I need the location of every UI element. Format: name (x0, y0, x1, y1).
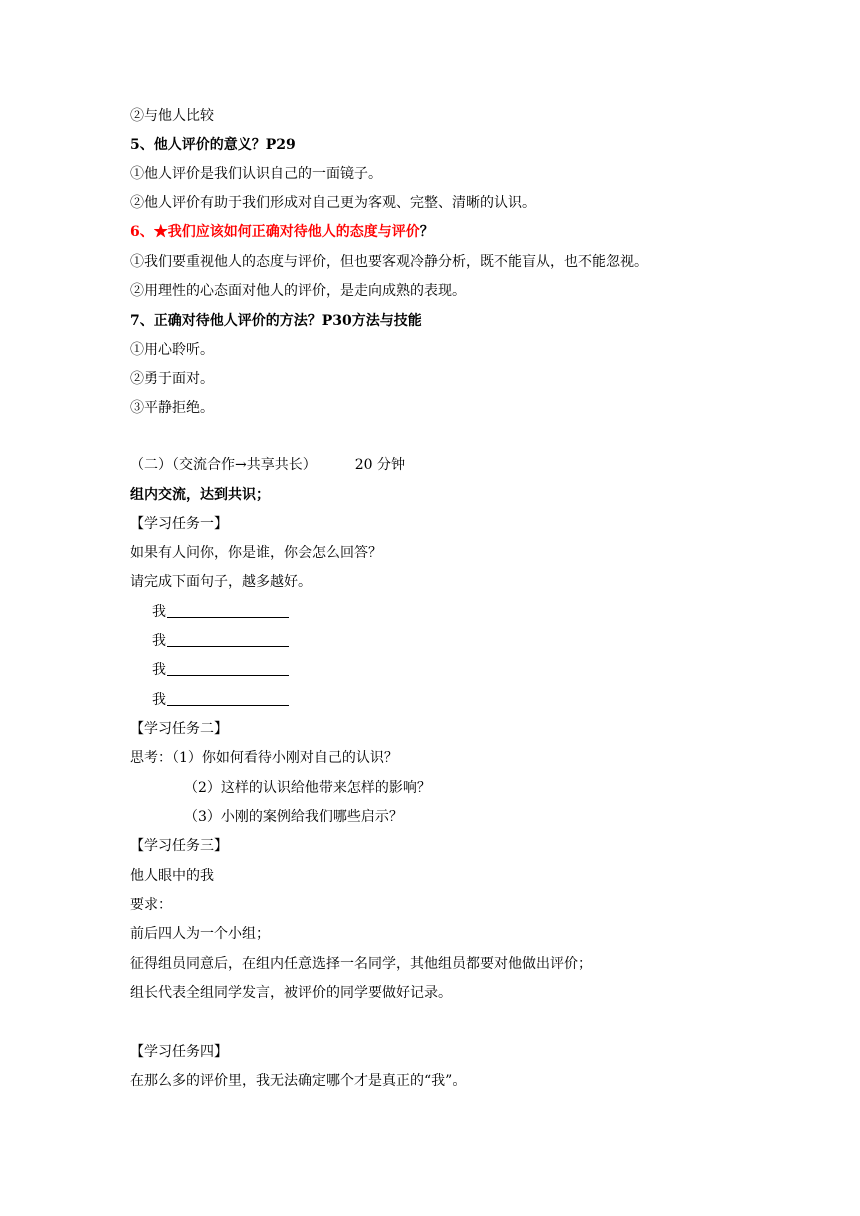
requirement-line: 征得组员同意后，在组内任意选择一名同学，其他组员都要对他做出评价； (130, 956, 592, 972)
task-question: 如果有人问你，你是谁，你会怎么回答？ (130, 545, 382, 561)
blank-underline (167, 691, 289, 706)
section-heading-text: （二）（交流合作→共享共长） (130, 457, 317, 473)
blank-underline (167, 603, 289, 618)
task-name: 他人眼中的我 (130, 868, 214, 884)
task-title: 【学习任务三】 (130, 838, 228, 854)
question-heading: 7、正确对待他人评价的方法？P30方法与技能 (130, 313, 422, 329)
answer-line: ②他人评价有助于我们形成对自己更为客观、完整、清晰的认识。 (130, 195, 536, 211)
blank-underline (167, 661, 289, 676)
task-instruction: 请完成下面句子，越多越好。 (130, 574, 312, 590)
answer-line: ①我们要重视他人的态度与评价，但也要客观冷静分析，既不能盲从，也不能忽视。 (130, 254, 648, 270)
fill-blank-line (152, 631, 289, 651)
requirement-line: 前后四人为一个小组； (130, 926, 270, 942)
think-question (130, 748, 398, 768)
task-title: 【学习任务一】 (130, 516, 228, 532)
section-subtitle: 组内交流，达到共识； (130, 487, 270, 503)
blank-underline (167, 632, 289, 647)
fill-blank-line (152, 690, 289, 710)
answer-line: ①用心聆听。 (130, 342, 214, 358)
fill-blank-line (152, 660, 289, 680)
blank-prefix: 我 (152, 604, 166, 620)
think-question: （2）这样的认识给他带来怎样的影响？ (184, 780, 431, 796)
blank-prefix: 我 (152, 633, 166, 649)
answer-line: ②用理性的心态面对他人的评价，是走向成熟的表现。 (130, 283, 466, 299)
question-heading: 5、他人评价的意义？P29 (130, 137, 296, 153)
section-heading (130, 455, 405, 475)
requirement-line: 组长代表全组同学发言，被评价的同学要做好记录。 (130, 985, 452, 1001)
requirements-label: 要求： (130, 897, 172, 913)
think-question-text: （1）你如何看待小刚对自己的认识？ (172, 750, 398, 766)
answer-line: ③平静拒绝。 (130, 400, 214, 416)
task-title: 【学习任务四】 (130, 1044, 228, 1060)
section-time: 20 分钟 (354, 457, 405, 473)
think-question: （3）小刚的案例给我们哪些启示？ (184, 809, 403, 825)
question-mark: ？ (419, 224, 434, 240)
question-heading-highlighted (130, 222, 434, 242)
think-label: 思考： (130, 750, 172, 766)
fill-blank-line (152, 602, 289, 622)
answer-line: ①他人评价是我们认识自己的一面镜子。 (130, 166, 382, 182)
answer-line: ②勇于面对。 (130, 371, 214, 387)
task-title: 【学习任务二】 (130, 721, 228, 737)
task-text: 在那么多的评价里，我无法确定哪个才是真正的“我”。 (130, 1073, 467, 1089)
list-item: ②与他人比较 (130, 108, 214, 124)
blank-prefix: 我 (152, 692, 166, 708)
blank-prefix: 我 (152, 662, 166, 678)
highlighted-question-text: 6、★我们应该如何正确对待他人的态度与评价 (130, 224, 420, 240)
